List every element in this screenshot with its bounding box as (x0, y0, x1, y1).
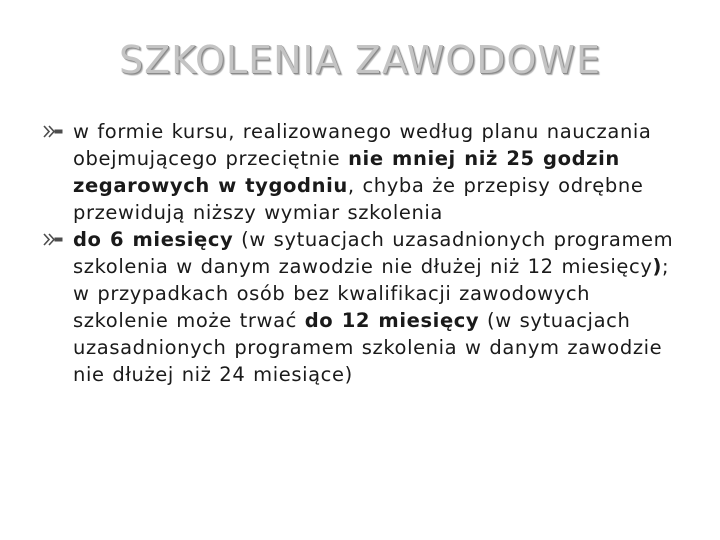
bullet-text: w formie kursu, realizowanego według planu nauczania obejmującego przeciętnie (73, 120, 652, 170)
bullet-text-bold: nie mniej niż 25 godzin zegarowych w tygodniu (73, 147, 620, 197)
bullet-item-duration (42, 226, 688, 388)
bullet-text-bold: do 6 miesięcy (73, 228, 234, 251)
bullet-arrow-icon (42, 123, 64, 140)
bullet-list (42, 118, 688, 388)
bullet-text: ; w przypadkach osób bez kwalifikacji zawodowych szkolenie może trwać (73, 255, 670, 332)
bullet-item-course-hours (42, 118, 688, 226)
bullet-text: (w sytuacjach uzasadnionych programem szkolenia w danym zawodzie nie dłużej niż 24 miesiące) (73, 309, 663, 386)
bullet-text: (w sytuacjach uzasadnionych programem szkolenia w danym zawodzie nie dłużej niż 12 miesięcy (73, 228, 674, 278)
bullet-arrow-icon (42, 231, 64, 248)
bullet-text: , chyba że przepisy odrębne przewidują niższy wymiar szkolenia (73, 174, 644, 224)
slide-title: SZKOLENIA ZAWODOWE (119, 38, 601, 82)
bullet-text-bold: ) (652, 255, 663, 278)
bullet-text-bold: do 12 miesięcy (304, 309, 480, 332)
